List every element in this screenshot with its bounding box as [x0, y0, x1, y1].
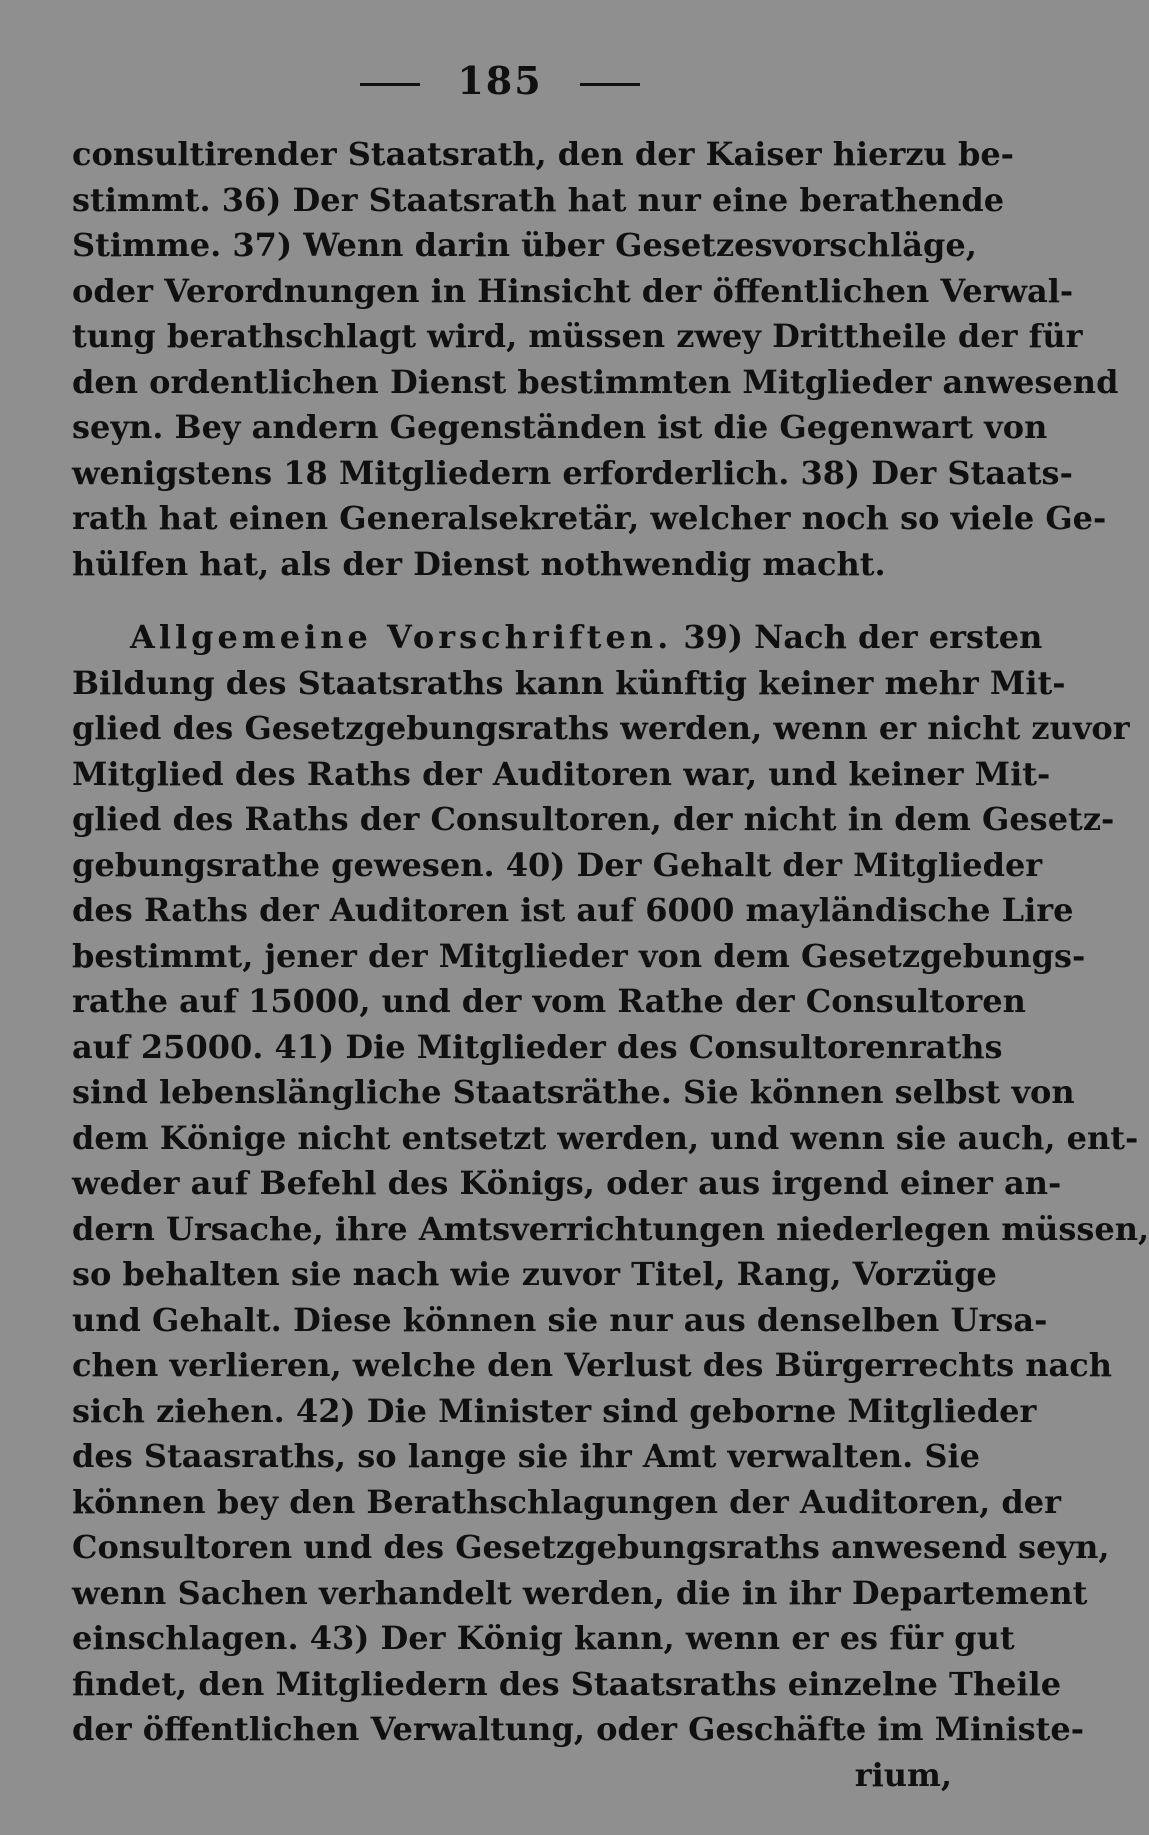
text-line: können bey den Berathschlagungen der Auditoren, der [72, 1482, 1062, 1521]
text-line: und Gehalt. Diese können sie nur aus denselben Ursa- [72, 1300, 1048, 1339]
text-line: dem Könige nicht entsetzt werden, und wenn sie auch, ent- [72, 1118, 1139, 1157]
text-line: glied des Gesetzgebungsraths werden, wenn er nicht zuvor [72, 709, 1130, 747]
text-line: dern Ursache, ihre Amtsverrichtungen niederlegen müssen, [72, 1209, 1149, 1248]
page-number: 185 [457, 58, 543, 103]
text-line: den ordentlichen Dienst bestimmten Mitglieder anwesend [72, 362, 1119, 401]
section-first-line [72, 615, 1043, 661]
text-line: tung berathschlagt wird, müssen zwey Drittheile der für [72, 317, 1083, 355]
body-text [72, 132, 1149, 1798]
text-line: glied des Raths der Consultoren, der nicht in dem Gesetz- [72, 800, 1115, 838]
header-dash-right [580, 83, 640, 86]
text-line: auf 25000. 41) Die Mitglieder des Consultorenraths [72, 1027, 1003, 1066]
text-line: sind lebenslängliche Staatsräthe. Sie können selbst von [72, 1073, 1075, 1111]
text-line: wenn Sachen verhandelt werden, die in ihr Departement [72, 1573, 1088, 1612]
text-line: consultirender Staatsrath, den der Kaiser hierzu be- [72, 135, 1014, 173]
text-line: des Staasraths, so lange sie ihr Amt verwalten. Sie [72, 1437, 980, 1475]
paragraph-gap [72, 587, 952, 615]
catchword: rium, [854, 1755, 952, 1794]
page-header [0, 58, 1000, 103]
text-line: weder auf Befehl des Königs, oder aus irgend einer an- [72, 1164, 1062, 1202]
text-line: sich ziehen. 42) Die Minister sind geborne Mitglieder [72, 1391, 1037, 1430]
text-line: gebungsrathe gewesen. 40) Der Gehalt der Mitglieder [72, 845, 1043, 884]
text-line: der öffentlichen Verwaltung, oder Geschäfte im Ministe- [72, 1710, 1084, 1748]
text-line: Stimme. 37) Wenn darin über Gesetzesvorschläge, [72, 226, 977, 264]
section-first-line-rest: 39) Nach der ersten [683, 618, 1043, 656]
text-line: rathe auf 15000, und der vom Rathe der Consultoren [72, 982, 1026, 1020]
text-line: Mitglied des Raths der Auditoren war, und keiner Mit- [72, 754, 1051, 793]
text-line: so behalten sie nach wie zuvor Titel, Rang, Vorzüge [72, 1255, 997, 1293]
text-line: rath hat einen Generalsekretär, welcher noch so viele Ge- [72, 499, 1107, 537]
text-line: wenigstens 18 Mitgliedern erforderlich. 38) Der Staats- [72, 453, 1073, 492]
text-line: seyn. Bey andern Gegenständen ist die Gegenwart von [72, 408, 1048, 446]
header-dash-left [360, 83, 420, 86]
text-line: stimmt. 36) Der Staatsrath hat nur eine berathende [72, 180, 1005, 219]
text-line: einschlagen. 43) Der König kann, wenn er es für gut [72, 1619, 1015, 1657]
text-line: chen verlieren, welche den Verlust des Bürgerrechts nach [72, 1346, 1112, 1384]
text-line: findet, den Mitgliedern des Staatsraths einzelne Theile [72, 1664, 1062, 1703]
text-line: hülfen hat, als der Dienst nothwendig macht. [72, 544, 886, 583]
text-line: des Raths der Auditoren ist auf 6000 mayländische Lire [72, 891, 1074, 929]
text-line: Consultoren und des Gesetzgebungsraths anwesend seyn, [72, 1528, 1110, 1566]
section-heading: Allgemeine Vorschriften. [130, 618, 673, 656]
text-line: oder Verordnungen in Hinsicht der öffentlichen Verwal- [72, 271, 1074, 310]
text-line: Bildung des Staatsraths kann künftig keiner mehr Mit- [72, 663, 1066, 702]
text-line: bestimmt, jener der Mitglieder von dem Gesetzgebungs- [72, 936, 1086, 975]
